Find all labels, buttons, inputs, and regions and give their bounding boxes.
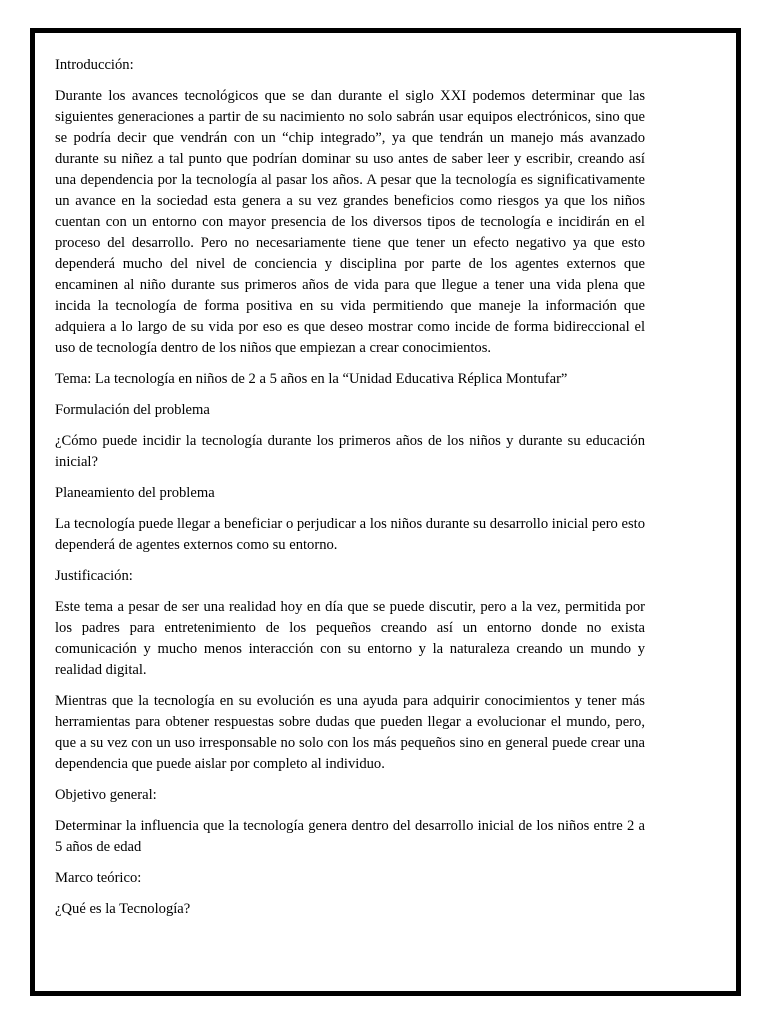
justification-heading: Justificación: xyxy=(55,568,133,584)
general-objective-paragraph: Determinar la influencia que la tecnología genera dentro del desarrollo inicial de los niños entre 2 a 5 años de edad xyxy=(55,818,645,855)
problem-formulation-paragraph: ¿Cómo puede incidir la tecnología durante los primeros años de los niños y durante su educación inicial? xyxy=(55,433,645,470)
justification-paragraph-2: Mientras que la tecnología en su evolución es una ayuda para adquirir conocimientos y tener más herramientas para obtener respuestas sobre dudas que pueden llegar a evolucionar el mundo, pero, que a su vez con un uso irresponsable no solo con los más pequeños sino en general puede crear una dependencia que puede aislar por completo al individuo. xyxy=(55,693,645,772)
problem-formulation-heading: Formulación del problema xyxy=(55,402,210,418)
problem-statement-paragraph: La tecnología puede llegar a beneficiar o perjudicar a los niños durante su desarrollo inicial pero esto dependerá de agentes externos como su entorno. xyxy=(55,516,646,553)
what-is-technology-question: ¿Qué es la Tecnología? xyxy=(55,901,191,917)
general-objective-heading: Objetivo general: xyxy=(55,787,157,803)
problem-statement-heading: Planeamiento del problema xyxy=(55,485,215,501)
introduction-paragraph: Durante los avances tecnológicos que se dan durante el siglo XXI podemos determinar que las siguientes generaciones a partir de su nacimiento no solo sabrán usar equipos electrónicos, sino que se podría decir que vendrán con un “chip integrado”, ya que tendrán un manejo más avanzado durante su niñez a tal punto que podrían dominar su uso antes de saber leer y escribir, creando así una dependencia por la tecnología al pasar los años. A pesar que la tecnología es significativamente un avance en la sociedad esta genera a su vez grandes beneficios como riesgos ya que los niños cuentan con un entorno con mayor presencia de los diversos tipos de tecnología e incidirán en el proceso del desarrollo. Pero no necesariamente tiene que tener un efecto negativo ya que esto dependerá mucho del nivel de conciencia y disciplina por parte de los agentes externos que encaminen al niño durante sus primeros años de vida para que llegue a tener una vida plena que incida la tecnología de forma positiva en su vida permitiendo que maneje la información que adquiera a lo largo de su vida por eso es que deseo mostrar como incide de forma bidireccional el uso de tecnología dentro de los niños que empiezan a crear conocimientos. xyxy=(55,88,645,356)
introduction-heading: Introducción: xyxy=(55,57,134,73)
document-content xyxy=(55,55,645,930)
topic-line: Tema: La tecnología en niños de 2 a 5 años en la “Unidad Educativa Réplica Montufar” xyxy=(55,371,568,387)
theoretical-framework-heading: Marco teórico: xyxy=(55,870,142,886)
justification-paragraph-1: Este tema a pesar de ser una realidad hoy en día que se puede discutir, pero a la vez, permitida por los padres para entretenimiento de los pequeños creando así un entorno donde no exista comunicación y mucho menos interacción con su entorno y la naturaleza creando un mundo y realidad digital. xyxy=(55,599,645,678)
